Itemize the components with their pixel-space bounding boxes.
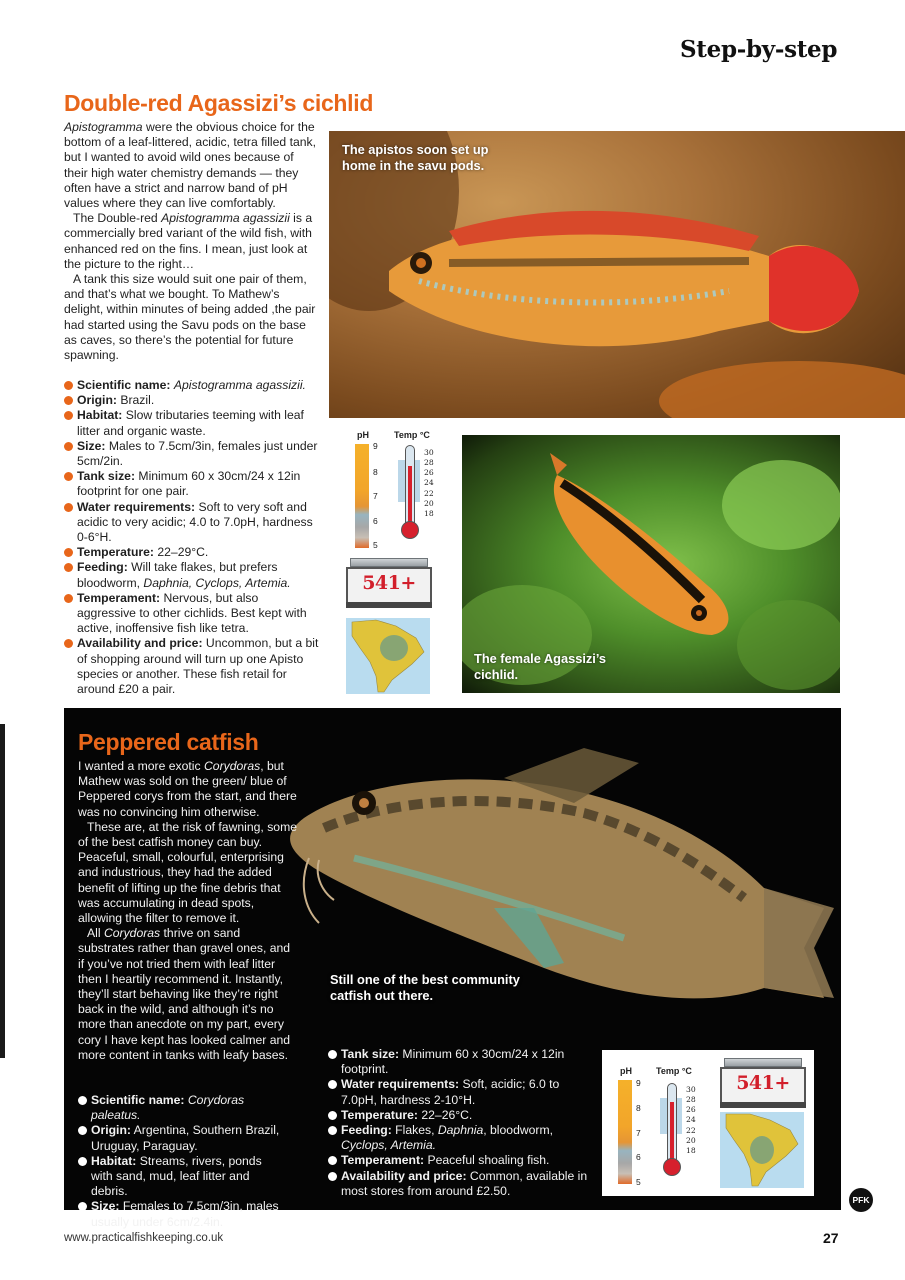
cichlid-photo-female (462, 435, 840, 693)
page-number: 27 (823, 1230, 839, 1246)
cichlid-intro-p2: The Double-red Apistogramma agassizii is a commercially bred variant of the wild fish, with enhanced red on the fins. I mean, just look at the picture to the right… (64, 211, 313, 271)
distribution-map (346, 618, 430, 694)
tank-size-number: 541+ (736, 1072, 790, 1094)
bullet-icon (78, 1126, 87, 1135)
bullet-icon (328, 1111, 337, 1120)
ph-tick: 6 (636, 1152, 641, 1162)
thermometer-bulb (401, 521, 419, 539)
fact-temperature: Temperature: 22–26°C. (328, 1108, 588, 1123)
tank-size-icon (346, 558, 432, 610)
thermometer-tube (667, 1083, 677, 1163)
bullet-icon (64, 594, 73, 603)
ph-tick: 5 (373, 540, 378, 550)
distribution-map (720, 1112, 804, 1188)
cichlid-title: Double-red Agassizi’s cichlid (64, 90, 374, 116)
catfish-facts-left (78, 1093, 286, 1230)
fact-size: Size: Males to 7.5cm/3in, females just under 5cm/2in. (64, 439, 320, 469)
ph-tick: 5 (636, 1177, 641, 1187)
ph-tick: 9 (636, 1078, 641, 1088)
thermometer-fill (408, 466, 412, 526)
cichlid-male-illustration (329, 131, 905, 418)
cichlid-top-caption: The apistos soon set up home in the savu pods. (342, 142, 489, 173)
bullet-icon (64, 472, 73, 481)
ph-label: pH (357, 430, 369, 440)
cichlid-intro-p3: A tank this size would suit one pair of them, and that’s what we bought. To Mathew’s delight, within minutes of being added ,the pair had started using the Savu pods on the base as caves, so there’s the potential for future spawning. (64, 272, 316, 363)
tank-size-number: 541+ (362, 572, 416, 594)
ph-tick: 7 (373, 491, 378, 501)
page-edge-bar (0, 724, 5, 1058)
bullet-icon (78, 1157, 87, 1166)
footer-url[interactable]: www.practicalfishkeeping.co.uk (64, 1232, 224, 1244)
fact-water: Water requirements: Soft, acidic; 6.0 to 7.0pH, hardness 2-10°H. (328, 1077, 588, 1107)
ph-tick: 8 (373, 467, 378, 477)
fact-feeding: Feeding: Flakes, Daphnia, bloodworm, Cyclops, Artemia. (328, 1123, 588, 1153)
ph-label: pH (620, 1066, 632, 1076)
fact-feeding: Feeding: Will take flakes, but prefers bloodworm, Daphnia, Cyclops, Artemia. (64, 560, 320, 590)
catfish-intro-p3: All Corydoras thrive on sand substrates rather than gravel ones, and if you’ve not tried them with leaf litter then I heartily recommend it. Instantly, they’ll start behaving like they’re right back in the wild, and although it’s no more than anecdote on my part, every cory I have kept has looked calmer and more content in tanks with leafy bases. (78, 926, 291, 1062)
bullet-icon (64, 442, 73, 451)
fact-size: Size: Females to 7.5cm/3in, males usually under 6cm/2.4in. (78, 1199, 286, 1229)
bullet-icon (78, 1096, 87, 1105)
fact-temperament: Temperament: Nervous, but also aggressive to other cichlids. Best kept with active, inoffensive fish like tetra. (64, 591, 320, 637)
catfish-caption: Still one of the best community catfish out there. (330, 972, 520, 1003)
catfish-title: Peppered catfish (78, 729, 259, 755)
temp-tick: 24 (686, 1115, 696, 1124)
ph-tick: 9 (373, 441, 378, 451)
temp-label: Temp °C (656, 1066, 692, 1076)
fact-habitat: Habitat: Slow tributaries teeming with leaf litter and organic waste. (64, 408, 320, 438)
ph-tick: 6 (373, 516, 378, 526)
pfk-logo: PFK (849, 1188, 873, 1212)
ph-bar (355, 444, 369, 548)
temp-tick: 26 (686, 1105, 696, 1114)
temp-tick: 22 (424, 489, 434, 498)
fact-temperament: Temperament: Peaceful shoaling fish. (328, 1153, 588, 1168)
bullet-icon (328, 1172, 337, 1181)
bullet-icon (328, 1156, 337, 1165)
bullet-icon (328, 1080, 337, 1089)
bullet-icon (64, 411, 73, 420)
ph-bar (618, 1080, 632, 1184)
catfish-info-graphic (602, 1050, 814, 1196)
fact-origin: Origin: Argentina, Southern Brazil, Uruguay, Paraguay. (78, 1123, 286, 1153)
thermometer-fill (670, 1102, 674, 1164)
south-america-map-icon (720, 1112, 804, 1188)
temp-tick: 20 (686, 1136, 696, 1145)
thermometer-tube (405, 445, 415, 525)
temp-tick: 28 (686, 1095, 696, 1104)
thermometer-bulb (663, 1158, 681, 1176)
fact-origin: Origin: Brazil. (64, 393, 320, 408)
cichlid-intro (64, 120, 318, 363)
temp-label: Temp °C (394, 430, 430, 440)
catfish-intro-p2: These are, at the risk of fawning, some of the best catfish money can buy. Peaceful, small, colourful, enterprising and industrious, they had the added benefit of lifting up the fine debris that was accumulating in dead spots, allowing the filter to remove it. (78, 819, 297, 926)
fact-availability: Availability and price: Common, available in most stores from around £2.50. (328, 1169, 588, 1199)
fact-temperature: Temperature: 22–29°C. (64, 545, 320, 560)
cichlid-photo-top (329, 131, 905, 418)
bullet-icon (64, 396, 73, 405)
cichlid-intro-p1: Apistogramma were the obvious choice for the bottom of a leaf-littered, acidic, tetra filled tank, but I wanted to avoid wild ones because of their high water chemistry demands — they often have a strict and narrow band of pH values where they can live comfortably. (64, 120, 316, 211)
bullet-icon (64, 639, 73, 648)
bullet-icon (78, 1202, 87, 1211)
temp-tick: 30 (686, 1085, 696, 1094)
fact-tank-size: Tank size: Minimum 60 x 30cm/24 x 12in footprint for one pair. (64, 469, 320, 499)
catfish-facts-right (328, 1047, 588, 1199)
temp-tick: 28 (424, 458, 434, 467)
temp-tick: 22 (686, 1126, 696, 1135)
temp-tick: 20 (424, 499, 434, 508)
cichlid-facts (64, 378, 320, 697)
tank-size-icon (720, 1058, 806, 1110)
catfish-intro-p1: I wanted a more exotic Corydoras, but Mathew was sold on the green/ blue of Peppered corys from the start, and there was no convincing him otherwise. (78, 759, 297, 819)
fact-availability: Availability and price: Uncommon, but a bit of shopping around will turn up one Apisto species or another. These fish retail for around £20 a pair. (64, 636, 320, 697)
section-header: Step-by-step (680, 36, 838, 63)
temp-tick: 18 (424, 509, 434, 518)
fact-water: Water requirements: Soft to very soft and acidic to very acidic; 4.0 to 7.0pH, hardness 0-6°H. (64, 500, 320, 546)
fact-habitat: Habitat: Streams, rivers, ponds with sand, mud, leaf litter and debris. (78, 1154, 286, 1200)
south-america-map-icon (346, 618, 430, 694)
bullet-icon (328, 1050, 337, 1059)
ph-tick: 8 (636, 1103, 641, 1113)
fact-scientific-name: Scientific name: Apistogramma agassizii. (64, 378, 320, 393)
temp-tick: 30 (424, 448, 434, 457)
temp-tick: 26 (424, 468, 434, 477)
bullet-icon (64, 548, 73, 557)
bullet-icon (328, 1126, 337, 1135)
cichlid-female-caption: The female Agassizi’s cichlid. (474, 651, 607, 682)
bullet-icon (64, 381, 73, 390)
temp-tick: 24 (424, 478, 434, 487)
fact-scientific-name: Scientific name: Corydoras paleatus. (78, 1093, 286, 1123)
fact-tank-size: Tank size: Minimum 60 x 30cm/24 x 12in footprint. (328, 1047, 588, 1077)
bullet-icon (64, 563, 73, 572)
ph-tick: 7 (636, 1128, 641, 1138)
bullet-icon (64, 503, 73, 512)
temp-tick: 18 (686, 1146, 696, 1155)
catfish-intro (78, 759, 298, 1063)
